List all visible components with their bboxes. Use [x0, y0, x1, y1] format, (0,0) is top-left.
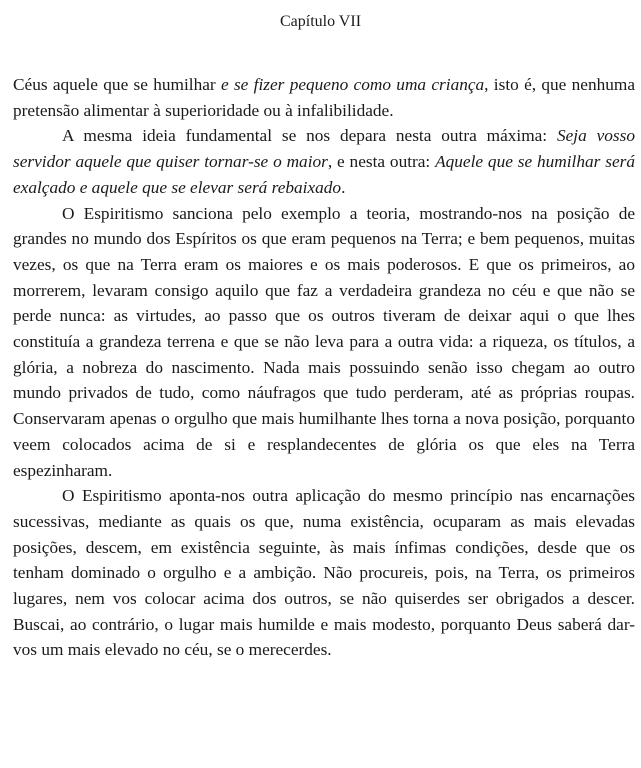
paragraph-3 — [13, 201, 635, 484]
paragraph-4 — [13, 483, 635, 663]
paragraph-1-segment-2-italic: e se fizer pequeno como uma criança — [220, 75, 485, 94]
paragraph-2-segment-1: A mesma ideia fundamental se nos depara nesta outra máxima: — [62, 126, 557, 146]
paragraph-4-segment-1: O Espiritismo aponta-nos outra aplicação do mesmo princípio nas encarnações sucessivas, mediante as quais os que, numa existência, ocuparam as mais elevadas posições, descem, em existência seguinte, às mais ínfimas condições, desde que os tenham dominado o orgulho e a ambição. Não procureis, pois, na Terra, os primeiros lugares, nem vos colocar acima dos outros, se não quiserdes ser obrigados a descer. Buscai, ao contrário, o lugar mais humilde e mais modesto, porquanto Deus saberá dar-vos um mais elevado no céu, se o merecerdes. — [13, 486, 635, 660]
body-text — [13, 72, 635, 663]
paragraph-1 — [13, 72, 635, 123]
paragraph-2-segment-3: , e nesta outra: — [327, 152, 436, 172]
paragraph-2 — [13, 123, 635, 200]
paragraph-1-segment-3: , isto é, que nenhuma pretensão alimentar à superioridade ou à infalibilidade. — [13, 75, 635, 120]
paragraph-3-segment-1: O Espiritismo sanciona pelo exemplo a teoria, mostrando-nos na posição de grandes no mundo dos Espíritos os que eram pequenos na Terra; e bem pequenos, muitas vezes, os que na Terra eram os maiores e os mais poderosos. E que os primeiros, ao morrerem, levaram consigo aquilo que faz a verdadeira grandeza no céu e que não se perde nunca: as virtudes, ao passo que os outros tiveram de deixar aqui o que lhes constituía a grandeza terrena e que se não leva para a outra vida: a riqueza, os títulos, a glória, a nobreza do nascimento. Nada mais possuindo senão isso chegam ao outro mundo privados de tudo, como náufragos que tudo perderam, até as próprias roupas. Conservaram apenas o orgulho que mais humilhante lhes torna a nova posição, porquanto veem colocados acima de si e resplandecentes de glória os que eles na Terra espezinharam. — [13, 203, 635, 480]
paragraph-1-segment-1: Céus aquele que se humilhar — [13, 75, 221, 94]
paragraph-2-segment-4-italic: Aquele que se humilhar será exalçado e aquele que se elevar será rebaixado — [13, 152, 635, 197]
paragraph-2-segment-5: . — [341, 177, 346, 197]
chapter-heading: Capítulo VII — [279, 13, 362, 30]
paragraph-2-segment-2-italic: Seja vosso servidor aquele que quiser tornar-se o maior — [13, 126, 635, 172]
